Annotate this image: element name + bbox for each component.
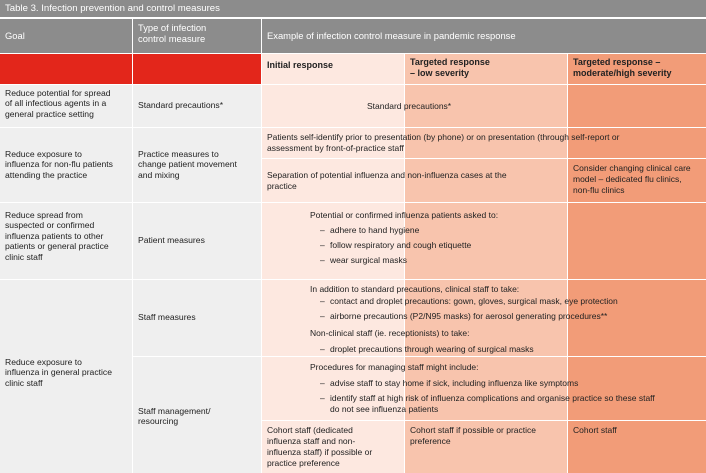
subheader-high bbox=[568, 54, 706, 84]
subheader-high-line2: moderate/high severity bbox=[573, 67, 672, 78]
row4-staff-bullet: – airborne precautions (P2/N95 masks) for aerosol generating procedures** bbox=[330, 311, 607, 321]
subheader-low-line2: – low severity bbox=[410, 67, 470, 78]
subheader-high-line1: Targeted response – bbox=[573, 57, 661, 67]
header-example bbox=[262, 19, 706, 53]
row4-cohort-initial-line: Cohort staff (dedicated bbox=[267, 425, 353, 435]
subheader-initial-label: Initial response bbox=[267, 60, 334, 70]
row4-staff-type-label: Staff measures bbox=[138, 312, 196, 322]
row4-mgmt-type bbox=[133, 357, 261, 473]
row1-goal-line: Reduce potential for spread bbox=[5, 88, 111, 98]
row2-clinic-model-line: non-flu clinics bbox=[573, 185, 625, 195]
subheader-red-type bbox=[133, 54, 261, 84]
row1-goal-line: of all infectious agents in a bbox=[5, 98, 107, 109]
row4-nonclinical-bullet: – droplet precautions through wearing of surgical masks bbox=[330, 344, 534, 354]
row1-goal bbox=[0, 85, 132, 127]
row4-goal-line: influenza in general practice bbox=[5, 367, 113, 378]
row1-goal-line: general practice setting bbox=[5, 108, 94, 119]
row4-cohort-initial-line: influenza staff and non- bbox=[267, 436, 356, 446]
row3-bullet: – wear surgical masks bbox=[330, 255, 407, 265]
row3-goal-block bbox=[5, 206, 127, 262]
row4-divider-cohort bbox=[262, 420, 706, 421]
row2-type-line: change patient movement bbox=[138, 159, 237, 170]
row3-type-label: Patient measures bbox=[138, 235, 205, 245]
row2-separation-line: practice bbox=[267, 181, 297, 191]
header-type-line1: Type of infection bbox=[138, 22, 207, 33]
row4-cohort-high: Cohort staff bbox=[573, 425, 617, 435]
row4-cohort-low-line: preference bbox=[410, 436, 451, 446]
row2-type-block bbox=[138, 131, 256, 180]
row4-mgmt-intro: Procedures for managing staff might include: bbox=[310, 362, 479, 372]
row2-type-line: Practice measures to bbox=[138, 149, 219, 159]
header-goal bbox=[0, 19, 132, 53]
row4-cohort-initial-line: influenza staff) if possible or bbox=[267, 447, 373, 457]
row4-goal-line: clinic staff bbox=[5, 377, 43, 388]
row3-goal-line: influenza patients to other bbox=[5, 230, 104, 241]
row2-goal-line: influenza for non-flu patients bbox=[5, 159, 113, 170]
subheader-low-line1: Targeted response bbox=[410, 57, 490, 67]
row3-goal-line: patients or general practice bbox=[5, 241, 109, 252]
header-example-label: Example of infection control measure in pandemic response bbox=[267, 30, 516, 41]
row1-type-label: Standard precautions* bbox=[138, 100, 224, 110]
header-type-line2: control measure bbox=[138, 33, 206, 45]
row2-clinic-model-line: Consider changing clinical care bbox=[573, 163, 691, 173]
row1-high-bg bbox=[568, 85, 706, 127]
table-title: Table 3. Infection prevention and control measures bbox=[0, 0, 706, 17]
row3-intro: Potential or confirmed influenza patients asked to: bbox=[310, 210, 499, 220]
row3-goal-line: suspected or confirmed bbox=[5, 220, 95, 231]
row4-staff-intro: In addition to standard precautions, clinical staff to take: bbox=[310, 284, 520, 294]
subheader-initial bbox=[262, 54, 404, 84]
row4-mgmt-bullet: – advise staff to stay home if sick, including influenza like symptoms bbox=[330, 378, 578, 388]
row3-high-bg bbox=[568, 203, 706, 279]
row3-goal-line: Reduce spread from bbox=[5, 210, 83, 220]
row1-measure: Standard precautions* bbox=[367, 101, 452, 111]
row2-self-identify-line: assessment by front-of-practice staff bbox=[267, 143, 404, 153]
row4-mgmt-bullet-cont: do not see influenza patients bbox=[330, 404, 439, 414]
row3-goal-line: clinic staff bbox=[5, 251, 43, 262]
row2-type-line: and mixing bbox=[138, 169, 180, 180]
row3-goal bbox=[0, 203, 132, 279]
row2-divider bbox=[262, 158, 706, 159]
row4-mgmt-type-line: Staff management/ bbox=[138, 406, 211, 416]
header-type bbox=[133, 19, 261, 53]
row4-goal-block bbox=[5, 283, 127, 388]
row3-type bbox=[133, 203, 261, 279]
row1-type bbox=[133, 85, 261, 127]
row3-bullet: – adhere to hand hygiene bbox=[330, 225, 419, 235]
row2-clinic-model-line: model – dedicated flu clinics, bbox=[573, 174, 682, 184]
row4-nonclinical-intro: Non-clinical staff (ie. receptionists) to take: bbox=[310, 328, 470, 338]
row4-cohort-initial-line: practice preference bbox=[267, 458, 340, 468]
row4-staff-bullet: – contact and droplet precautions: gown, gloves, surgical mask, eye protection bbox=[330, 296, 618, 306]
row4-mgmt-type-line: resourcing bbox=[138, 416, 179, 427]
row4-goal bbox=[0, 280, 132, 473]
row3-bullet: – follow respiratory and cough etiquette bbox=[330, 240, 471, 250]
row4-cohort-low-line: Cohort staff if possible or practice bbox=[410, 425, 536, 435]
row4-staff-type bbox=[133, 280, 261, 356]
row2-self-identify-line: Patients self-identify prior to presentation (by phone) or on presentation (through self-report or bbox=[267, 132, 620, 142]
row2-goal-block bbox=[5, 131, 127, 180]
row4-mgmt-type-block bbox=[138, 360, 256, 427]
row4-mgmt-bullet: – identify staff at high risk of influenza complications and organise practice so these staff bbox=[330, 393, 655, 403]
header-goal-label: Goal bbox=[5, 30, 25, 41]
row4-divider-staff bbox=[262, 356, 706, 357]
row2-type bbox=[133, 128, 261, 202]
subheader-red-goal bbox=[0, 54, 132, 84]
row4-high-bg bbox=[568, 280, 706, 473]
row2-separation-line: Separation of potential influenza and non-influenza cases at the bbox=[267, 170, 507, 180]
row2-goal-line: Reduce exposure to bbox=[5, 149, 82, 159]
subheader-low bbox=[405, 54, 567, 84]
row2-goal bbox=[0, 128, 132, 202]
row4-goal-line: Reduce exposure to bbox=[5, 357, 82, 367]
row2-goal-line: attending the practice bbox=[5, 169, 88, 180]
